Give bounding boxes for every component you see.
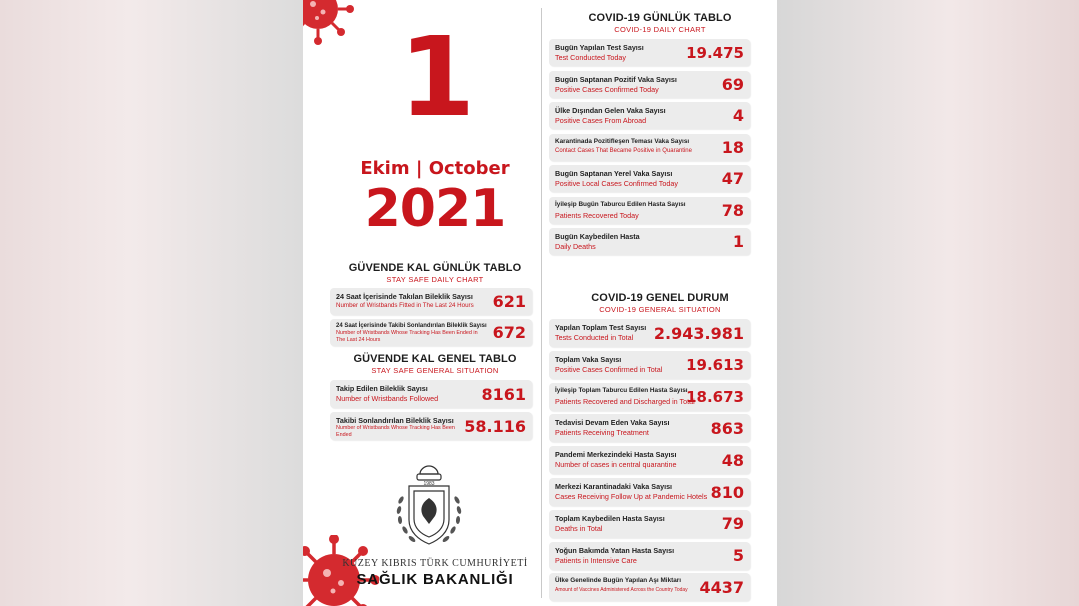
emblem-year: 1983 (423, 481, 435, 487)
stay-safe-general-title: GÜVENDE KAL GENEL TABLO (353, 353, 517, 365)
stat-value: 58.116 (464, 416, 526, 436)
stat-label-tr: Pandemi Merkezindeki Hasta Sayısı (555, 450, 677, 460)
stat-value: 810 (710, 482, 744, 502)
stat-row-tests-today (549, 39, 750, 66)
stat-value: 2.943.981 (653, 323, 744, 343)
date-month: Ekim | October (360, 158, 510, 179)
covid-general-title: COVID-19 GENEL DURUM (591, 292, 729, 304)
stat-label-en: Tests Conducted in Total (555, 333, 634, 342)
stat-label-en: Test Conducted Today (555, 53, 626, 62)
stat-label-tr: 24 Saat İçerisinde Takibi Sonlandırılan Bileklik Sayısı (336, 323, 487, 329)
stat-value: 5 (732, 546, 744, 566)
stat-row-recovered-today (549, 197, 750, 224)
stat-label-en: Cases Receiving Follow Up at Pandemic Hotels (555, 492, 708, 501)
stat-label-en: Positive Cases Confirmed in Total (555, 364, 663, 374)
stat-label-en: Positive Cases From Abroad (555, 116, 647, 125)
stat-label-en: Number of cases in central quarantine (555, 460, 677, 470)
stat-label-tr: Bugün Saptanan Yerel Vaka Sayısı (555, 169, 673, 178)
stat-row-deaths-total (549, 510, 750, 538)
date-day: 1 (398, 13, 472, 141)
stat-value: 69 (721, 74, 744, 94)
stat-row-quarantine-contacts (549, 134, 750, 161)
stat-row-wristbands-fitted (330, 288, 532, 315)
stat-row-wristbands-tracking-ended (330, 412, 532, 440)
stat-label-tr: Takibi Sonlandırılan Bileklik Sayısı (336, 416, 454, 425)
stat-label-en: Positive Cases Confirmed Today (555, 84, 659, 94)
stat-value: 19.475 (686, 43, 744, 62)
stat-value: 18 (721, 137, 744, 157)
stat-row-abroad (549, 102, 750, 129)
stat-value: 4 (732, 106, 744, 125)
covid-daily-title: COVID-19 GÜNLÜK TABLO (588, 12, 732, 24)
stat-label-en: Daily Deaths (555, 242, 596, 251)
stat-row-positive-today (549, 71, 750, 98)
stat-label-tr: Bugün Saptanan Pozitif Vaka Sayısı (555, 74, 677, 84)
stat-row-wristbands-followed (330, 380, 532, 408)
stat-row-receiving-treatment (549, 414, 750, 442)
stat-label-tr: Ülke Dışından Gelen Vaka Sayısı (555, 106, 666, 115)
stat-row-tests-total (549, 319, 750, 347)
stat-value: 19.613 (686, 355, 744, 374)
date-year: 2021 (364, 179, 506, 239)
emblem-icon (385, 460, 473, 556)
stat-label-en: Number of Wristbands Whose Tracking Has Been Ended in The Last 24 Hours (336, 330, 478, 343)
stat-row-pandemic-center (549, 446, 750, 474)
stat-row-local-today (549, 165, 750, 192)
covid-daily-subtitle: COVID-19 DAILY CHART (614, 25, 706, 34)
stat-row-wristbands-ended (330, 319, 532, 346)
stat-value: 78 (721, 200, 744, 220)
stat-row-deaths-today (549, 228, 750, 255)
stat-value: 8161 (481, 384, 526, 404)
stat-label-en: Patients Receiving Treatment (555, 428, 649, 438)
stat-label-tr: Karantinada Pozitifleşen Teması Vaka Sayısı (555, 137, 690, 145)
stat-label-en: Amount of Vaccines Administered Across the Country Today (555, 587, 688, 594)
stat-value: 863 (710, 418, 744, 438)
bulletin-card (303, 0, 777, 606)
country-name: KUZEY KIBRIS TÜRK CUMHURİYETİ (342, 558, 528, 569)
stay-safe-general-subtitle: STAY SAFE GENERAL SITUATION (371, 366, 499, 375)
stat-label-tr: Tedavisi Devam Eden Vaka Sayısı (555, 418, 670, 428)
stat-label-tr: Takip Edilen Bileklik Sayısı (336, 384, 428, 393)
stat-label-en: Number of Wristbands Followed (336, 394, 439, 403)
stat-row-vaccines-today (549, 573, 750, 601)
ministry-name: SAĞLIK BAKANLIĞI (356, 571, 514, 588)
stat-label-tr: Yoğun Bakımda Yatan Hasta Sayısı (555, 545, 675, 555)
stay-safe-daily-title: GÜVENDE KAL GÜNLÜK TABLO (348, 262, 522, 274)
stat-label-tr: İyileşip Toplam Taburcu Edilen Hasta Sayısı (555, 386, 688, 394)
stat-value: 672 (492, 323, 526, 342)
stat-label-en: Number of Wristbands Fitted in The Last 24 Hours (336, 302, 474, 309)
stat-label-tr: Yapılan Toplam Test Sayısı (555, 323, 647, 332)
stat-label-tr: İyileşip Bugün Taburcu Edilen Hasta Sayısı (555, 200, 686, 208)
stat-label-en: Patients Recovered and Discharged in Total (555, 396, 695, 406)
stat-value: 1 (732, 232, 744, 251)
stat-label-tr: Merkezi Karantinadaki Vaka Sayısı (555, 482, 673, 491)
stat-value: 47 (721, 169, 744, 188)
stat-label-en: Positive Local Cases Confirmed Today (555, 179, 678, 188)
stat-value: 621 (492, 292, 526, 311)
stay-safe-daily-subtitle: STAY SAFE DAILY CHART (386, 275, 484, 284)
stat-label-en: Contact Cases That Became Positive in Quarantine (555, 147, 692, 154)
stat-label-tr: 24 Saat İçerisinde Takılan Bileklik Sayısı (336, 292, 473, 301)
stat-label-tr: Toplam Kaybedilen Hasta Sayısı (555, 513, 665, 523)
stat-label-tr: Bugün Kaybedilen Hasta (555, 232, 640, 241)
stat-label-en: Patients Recovered Today (555, 210, 639, 220)
stat-value: 48 (721, 450, 744, 470)
stat-value: 4437 (699, 577, 744, 597)
stat-label-en: Patients in Intensive Care (555, 555, 637, 565)
stat-label-tr: Toplam Vaka Sayısı (555, 354, 622, 364)
stat-value: 18.673 (686, 387, 744, 406)
stat-row-central-quarantine (549, 478, 750, 506)
stat-value: 79 (721, 514, 744, 534)
stat-label-tr: Ülke Genelinde Bugün Yapılan Aşı Miktarı (555, 577, 682, 585)
stat-label-tr: Bugün Yapılan Test Sayısı (555, 43, 644, 52)
stat-row-intensive-care (549, 542, 750, 570)
stat-label-en: Deaths in Total (555, 523, 603, 533)
stat-row-cases-total (549, 351, 750, 379)
covid-general-subtitle: COVID-19 GENERAL SITUATION (599, 305, 721, 314)
stat-row-recovered-total (549, 383, 750, 411)
stat-label-en: Number of Wristbands Whose Tracking Has Been Ended (336, 425, 455, 438)
